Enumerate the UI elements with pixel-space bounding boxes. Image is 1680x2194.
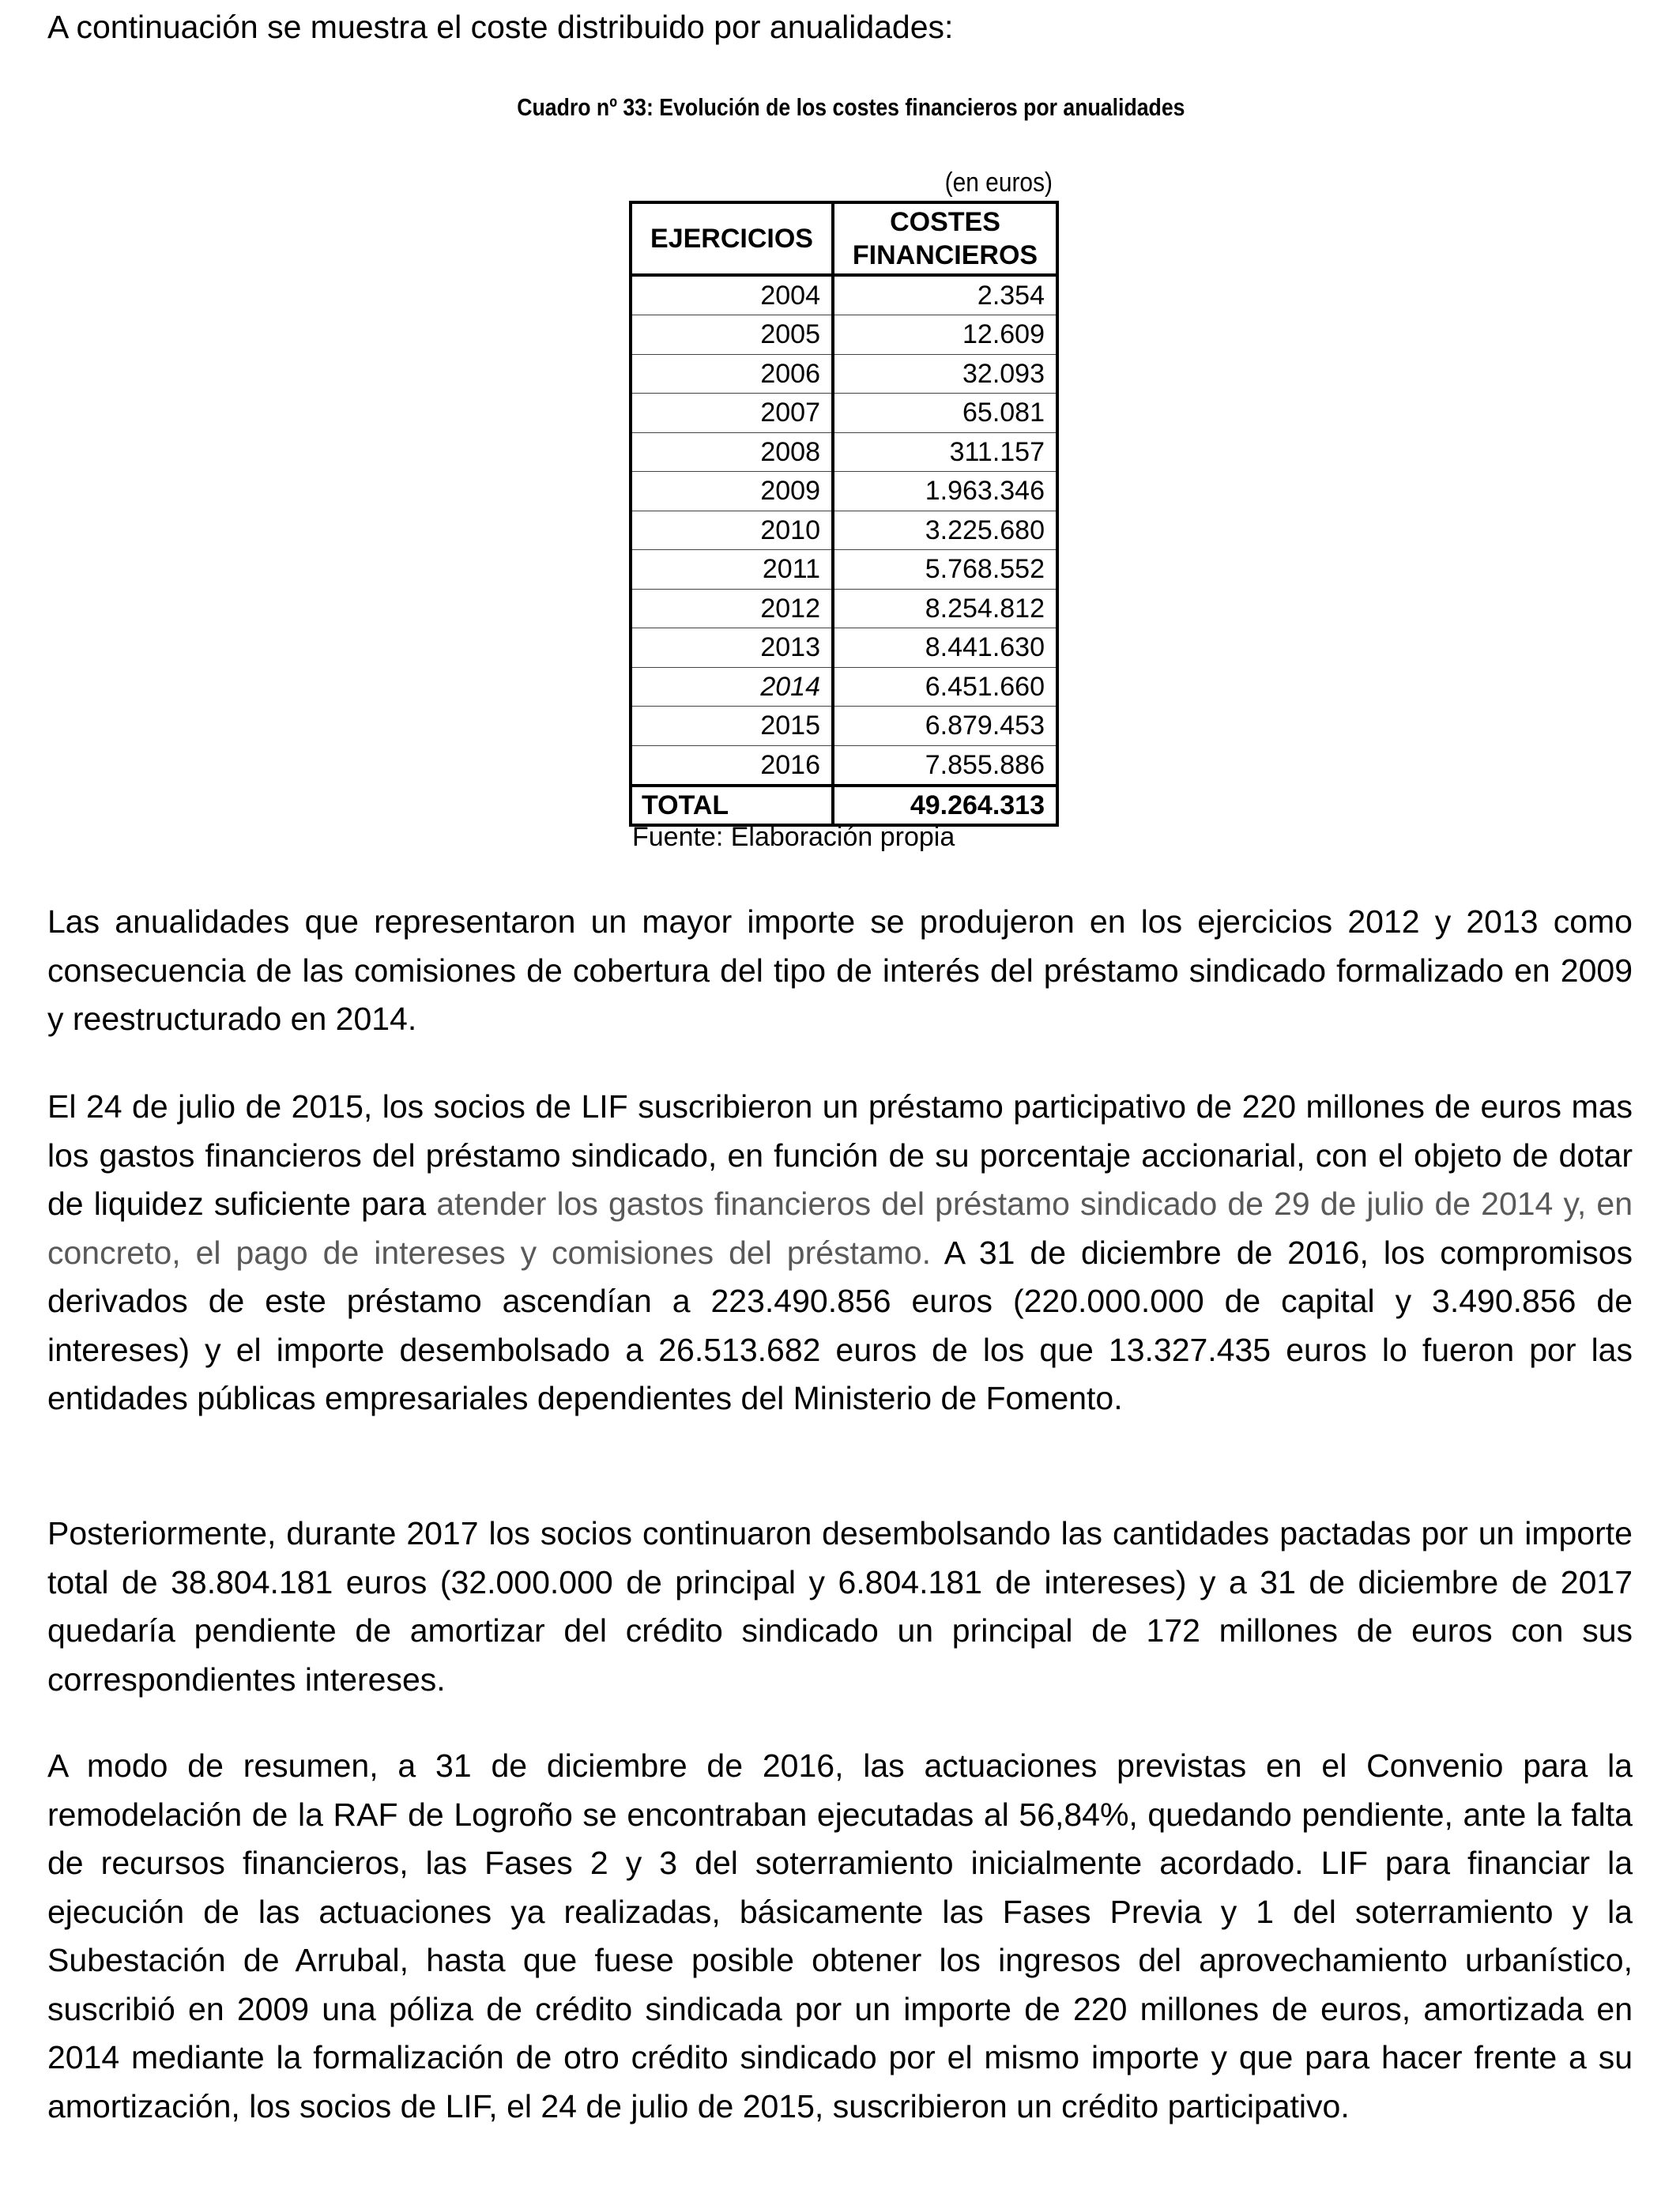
table-row — [631, 628, 1057, 668]
year-cell: 2015 — [631, 707, 833, 746]
cost-cell: 8.254.812 — [833, 589, 1057, 628]
table-row — [631, 511, 1057, 550]
table-row — [631, 589, 1057, 628]
year-cell: 2012 — [631, 589, 833, 628]
table-row — [631, 667, 1057, 707]
cost-cell: 2.354 — [833, 275, 1057, 315]
cost-cell: 3.225.680 — [833, 511, 1057, 550]
paragraph-3: Posteriormente, durante 2017 los socios continuaron desembolsando las cantidades pactadas por un importe total de 38.804.181 euros (32.000.000 de principal y 6.804.181 de intereses) y a 31 de diciembre de 2017 quedaría pendiente de amortizar del crédito sindicado un principal de 172 millones de euros con sus correspondientes intereses. — [47, 1515, 1633, 1698]
year-cell: 2008 — [631, 432, 833, 472]
year-cell: 2005 — [631, 315, 833, 355]
paragraph-1: Las anualidades que representaron un mayor importe se produjeron en los ejercicios 2012 y 2013 como consecuencia de las comisiones de cobertura del tipo de interés del préstamo sindicado formalizado en 2009 y reestructurado en 2014. — [47, 903, 1633, 1037]
year-cell: 2006 — [631, 354, 833, 394]
table-row — [631, 432, 1057, 472]
year-cell: 2007 — [631, 394, 833, 433]
table-unit: (en euros) — [944, 168, 1053, 198]
table-row — [631, 707, 1057, 746]
cost-cell: 8.441.630 — [833, 628, 1057, 668]
table-source: Fuente: Elaboración propia — [632, 822, 955, 852]
paragraph-4: A modo de resumen, a 31 de diciembre de 2016, las actuaciones previstas en el Convenio para la remodelación de la RAF de Logroño se encontraban ejecutadas al 56,84%, quedando pendiente, ante la falta de recursos financieros, las Fases 2 y 3 del soterramiento inicialmente acordado. LIF para financiar la ejecución de las actuaciones ya realizadas, básicamente las Fases Previa y 1 del soterramiento y la Subestación de Arrubal, hasta que fuese posible obtener los ingresos del aprovechamiento urbanístico, suscribió en 2009 una póliza de crédito sindicada por un importe de 220 millones de euros, amortizada en 2014 mediante la formalización de otro crédito sindicado por el mismo importe y que para hacer frente a su amortización, los socios de LIF, el 24 de julio de 2015, suscribieron un crédito participativo. — [47, 1747, 1633, 2124]
cost-cell: 311.157 — [833, 432, 1057, 472]
cost-cell: 7.855.886 — [833, 745, 1057, 786]
cost-cell: 32.093 — [833, 354, 1057, 394]
table-row — [631, 354, 1057, 394]
table-row — [631, 394, 1057, 433]
header-costes: COSTES FINANCIEROS — [833, 202, 1057, 275]
cost-cell: 1.963.346 — [833, 472, 1057, 511]
cost-cell: 12.609 — [833, 315, 1057, 355]
costs-table — [629, 201, 1059, 827]
header-ejercicios: EJERCICIOS — [631, 202, 833, 275]
intro-text: A continuación se muestra el coste distribuido por anualidades: — [47, 9, 954, 45]
table-row — [631, 745, 1057, 786]
cost-cell: 6.879.453 — [833, 707, 1057, 746]
table-row — [631, 550, 1057, 590]
year-cell: 2004 — [631, 275, 833, 315]
cost-cell: 6.451.660 — [833, 667, 1057, 707]
paragraph-2 — [47, 1083, 1633, 1423]
cost-cell: 5.768.552 — [833, 550, 1057, 590]
paragraph-2-part-c: A 31 de diciembre de 2016, los compromisos derivados de este préstamo ascendían a 223.490.856 euros (220.000.000 de capital y 3.490.856 de intereses) y el importe desembolsado a 26.513.682 euros de los que 13.327.435 euros lo fueron por las entidades públicas empresariales dependientes del Ministerio de Fomento. — [47, 1234, 1633, 1416]
table-row — [631, 472, 1057, 511]
paragraph-2-highlight: atender los gastos financieros del préstamo sindicado de 29 de julio de 2014 y, en concreto, el pago de intereses y comisiones del préstamo. — [47, 1186, 1633, 1271]
cost-cell: 65.081 — [833, 394, 1057, 433]
year-cell: 2016 — [631, 745, 833, 786]
year-cell: 2010 — [631, 511, 833, 550]
year-cell: 2009 — [631, 472, 833, 511]
table-total-row — [631, 786, 1057, 825]
total-label: TOTAL — [631, 786, 833, 825]
total-value: 49.264.313 — [833, 786, 1057, 825]
table-row — [631, 315, 1057, 355]
table-header-row — [631, 202, 1057, 275]
paragraph-2-part-a: El 24 de julio de 2015, los socios de LIF suscribieron un préstamo participativo de 220 millones de euros mas los gastos financieros del préstamo sindicado, en función de su porcentaje accionarial, con el objeto de dotar de liquidez suficiente para — [47, 1088, 1633, 1222]
year-cell: 2013 — [631, 628, 833, 668]
table-caption: Cuadro nº 33: Evolución de los costes financieros por anualidades — [517, 93, 1185, 121]
year-cell: 2011 — [631, 550, 833, 590]
year-cell: 2014 — [631, 667, 833, 707]
table-row — [631, 275, 1057, 315]
